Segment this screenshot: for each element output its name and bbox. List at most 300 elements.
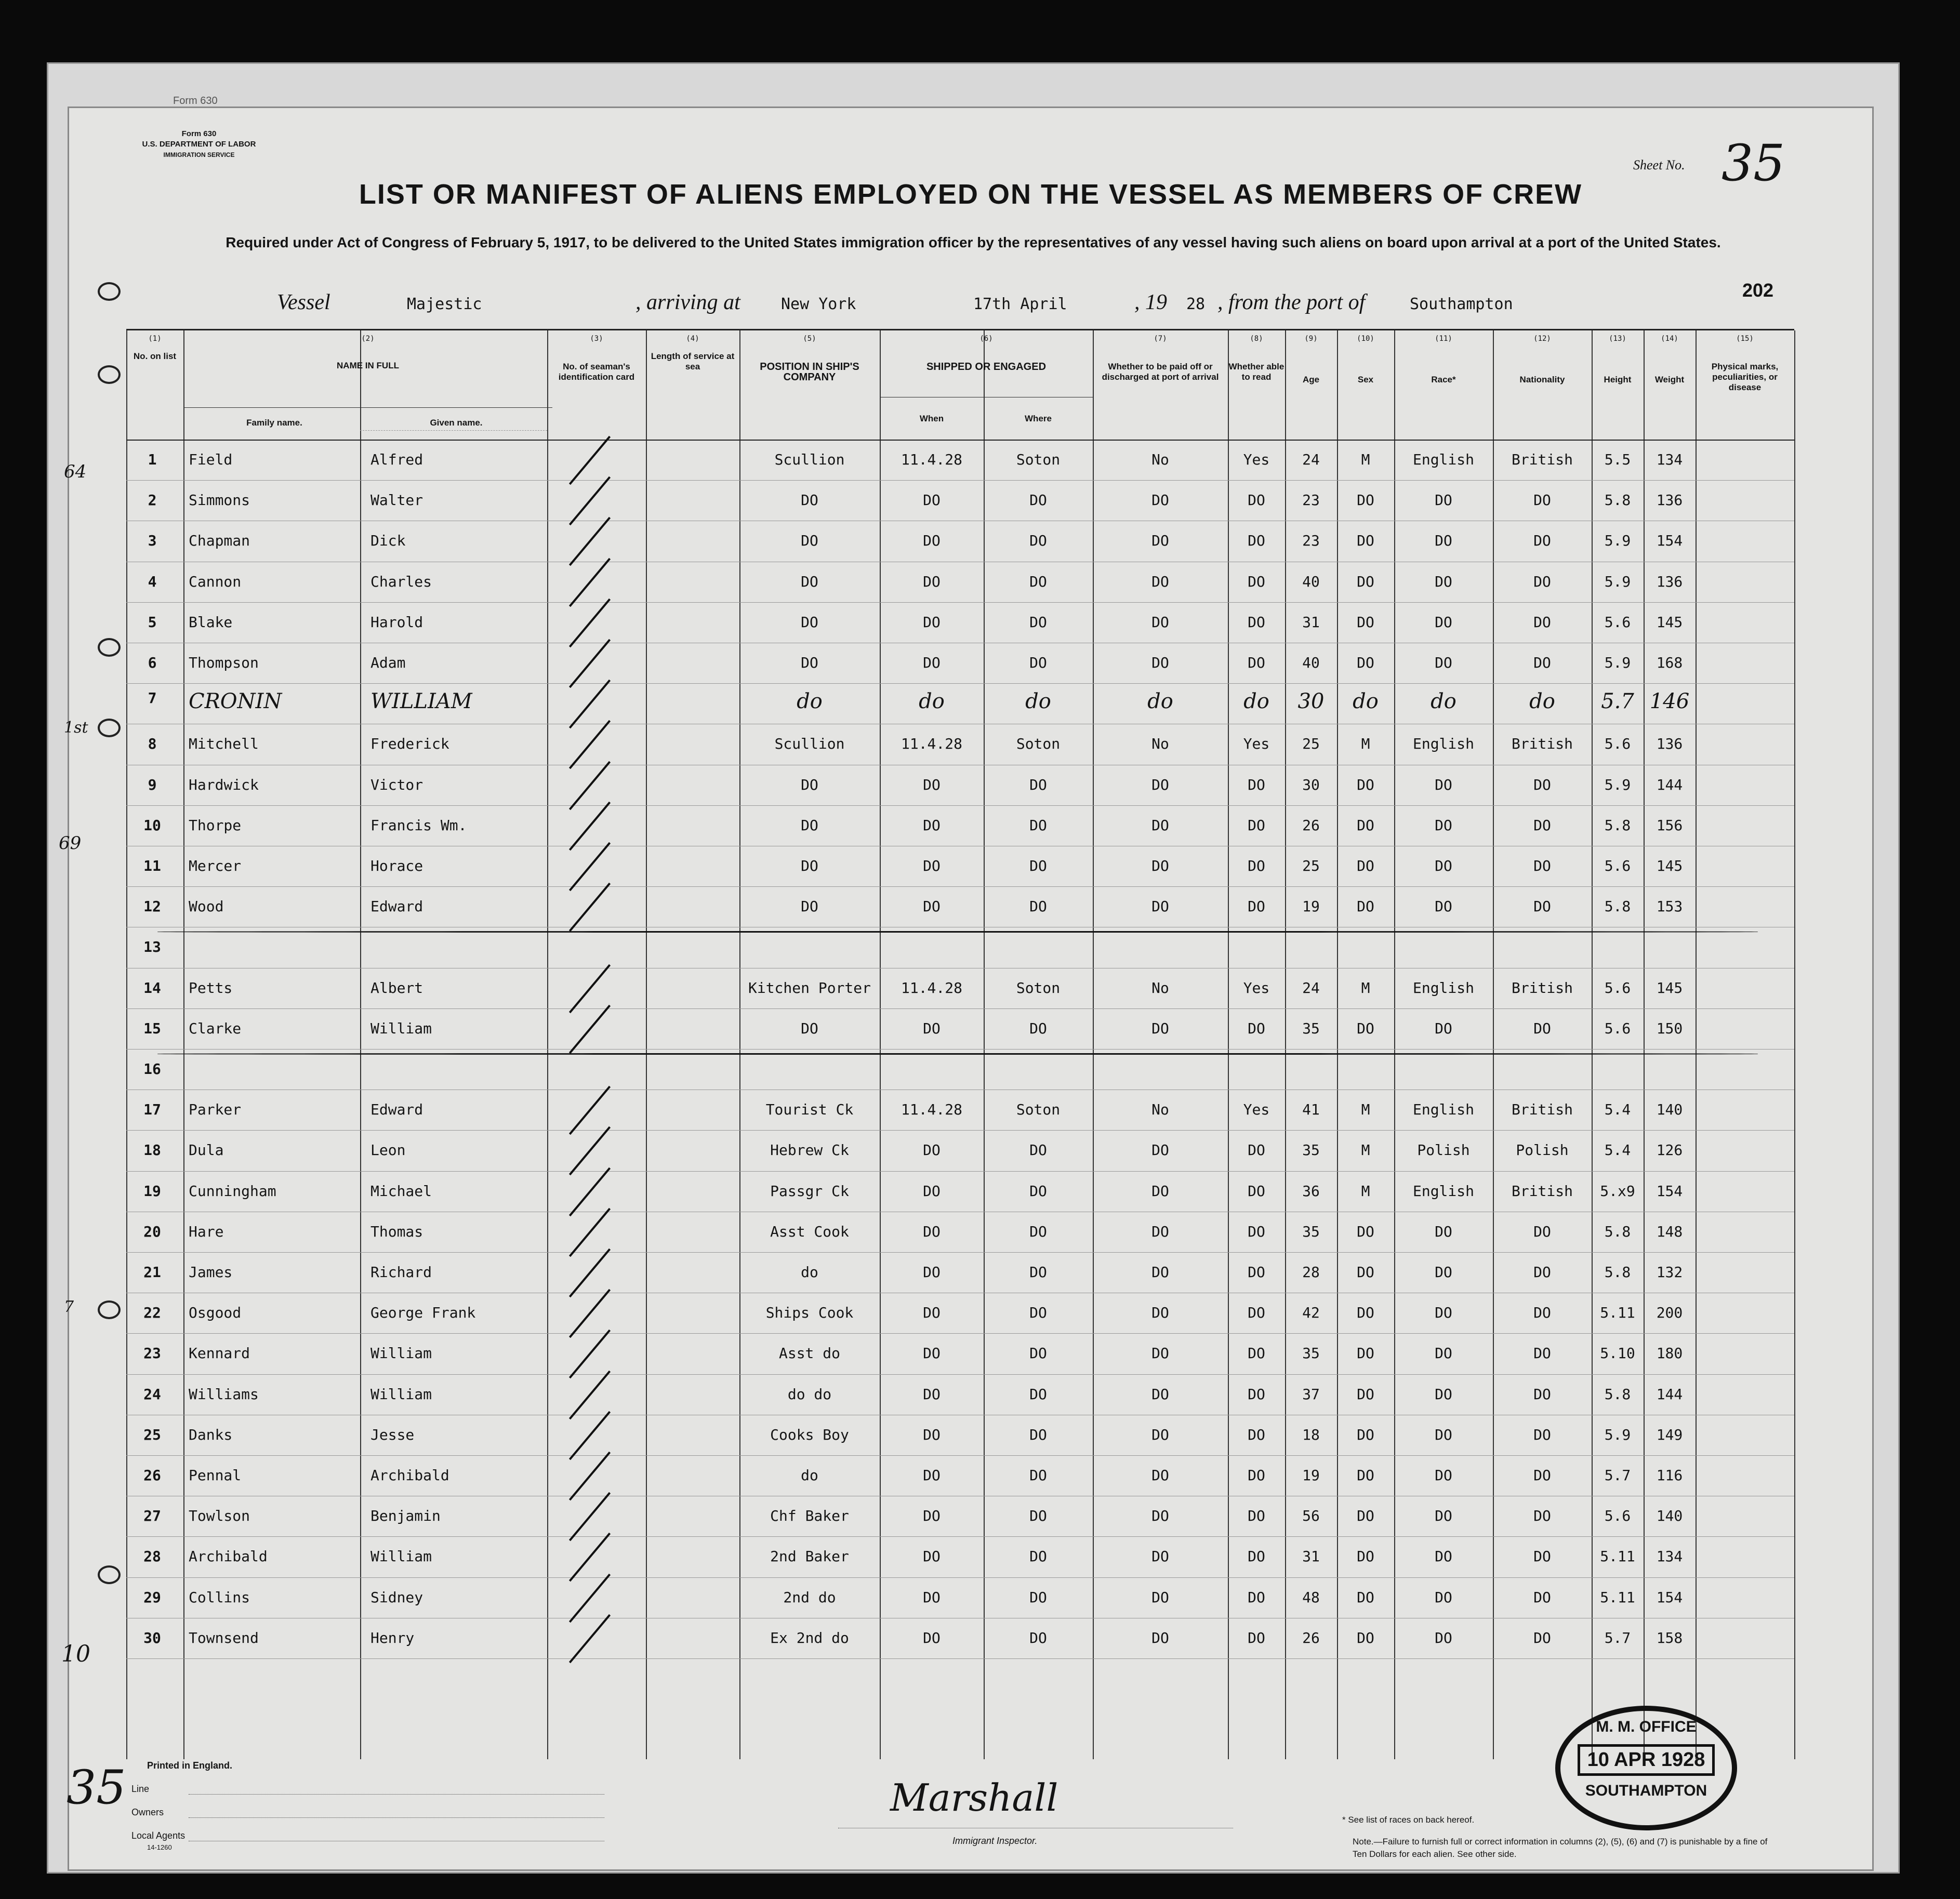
paid-off-cell: DO bbox=[1151, 1467, 1169, 1484]
strike-through-line bbox=[157, 1053, 1758, 1055]
shipped-when-cell: DO bbox=[923, 1588, 941, 1606]
race-cell: DO bbox=[1435, 1345, 1452, 1362]
sex-cell: M bbox=[1361, 1101, 1370, 1119]
height-cell: 5.8 bbox=[1604, 1385, 1631, 1403]
age-cell: 26 bbox=[1302, 816, 1320, 834]
shipped-where-cell: DO bbox=[1029, 898, 1047, 915]
family-name-cell: Towlson bbox=[189, 1507, 250, 1525]
id-card-check-mark bbox=[569, 1086, 611, 1135]
able-to-read-cell: DO bbox=[1248, 1345, 1265, 1362]
position-cell: 2nd do bbox=[783, 1588, 836, 1606]
race-cell: DO bbox=[1435, 1385, 1452, 1403]
paid-off-cell: DO bbox=[1151, 492, 1169, 509]
id-card-check-mark bbox=[569, 1126, 611, 1175]
row-number-cell: 12 bbox=[143, 898, 161, 915]
sex-cell: DO bbox=[1357, 1588, 1374, 1606]
able-to-read-cell: DO bbox=[1248, 1629, 1265, 1646]
nationality-cell: DO bbox=[1533, 1223, 1551, 1240]
punch-hole bbox=[98, 365, 121, 384]
paid-off-cell: DO bbox=[1151, 573, 1169, 590]
strike-through-line bbox=[157, 931, 1758, 933]
able-to-read-cell: DO bbox=[1248, 613, 1265, 631]
weight-cell: 148 bbox=[1656, 1223, 1683, 1240]
punch-hole bbox=[98, 638, 121, 657]
height-cell: 5.6 bbox=[1604, 857, 1631, 874]
table-row bbox=[126, 1415, 1794, 1455]
age-cell: 31 bbox=[1302, 1548, 1320, 1565]
race-cell: DO bbox=[1435, 654, 1452, 671]
weight-cell: 154 bbox=[1656, 1588, 1683, 1606]
shipped-where-cell: DO bbox=[1029, 1548, 1047, 1565]
race-cell: DO bbox=[1435, 1467, 1452, 1484]
table-row bbox=[126, 724, 1794, 764]
shipped-when-cell: DO bbox=[923, 1629, 941, 1646]
family-name-cell: Petts bbox=[189, 979, 233, 997]
position-cell: DO bbox=[801, 613, 818, 631]
family-name-cell: Kennard bbox=[189, 1345, 250, 1362]
paid-off-cell: DO bbox=[1151, 532, 1169, 550]
age-cell: 28 bbox=[1302, 1264, 1320, 1281]
weight-cell: 145 bbox=[1656, 979, 1683, 997]
id-card-check-mark bbox=[569, 1208, 611, 1257]
height-cell: 5.8 bbox=[1604, 1264, 1631, 1281]
nationality-cell: DO bbox=[1533, 1304, 1551, 1322]
agents-label: Local Agents bbox=[131, 1830, 186, 1841]
id-card-check-mark bbox=[569, 964, 611, 1013]
id-card-check-mark bbox=[569, 720, 611, 769]
col-number: (9) bbox=[1304, 335, 1318, 343]
able-to-read-cell: Yes bbox=[1243, 735, 1270, 753]
header-where: Where bbox=[1025, 414, 1052, 423]
position-cell: DO bbox=[801, 816, 818, 834]
manifest-sheet bbox=[59, 107, 1874, 1871]
position-cell: DO bbox=[801, 898, 818, 915]
id-card-check-mark bbox=[569, 802, 611, 851]
position-cell: Asst Cook bbox=[770, 1223, 849, 1240]
able-to-read-cell: DO bbox=[1248, 1019, 1265, 1037]
height-cell: 5.8 bbox=[1604, 816, 1631, 834]
able-to-read-cell: DO bbox=[1248, 1467, 1265, 1484]
id-card-check-mark bbox=[569, 1452, 611, 1500]
height-cell: 5.8 bbox=[1604, 1223, 1631, 1240]
height-cell: 5.5 bbox=[1604, 451, 1631, 468]
header-family-name: Family name. bbox=[246, 418, 302, 428]
position-cell: do bbox=[797, 689, 823, 714]
paid-off-cell: DO bbox=[1151, 1548, 1169, 1565]
shipped-where-cell: DO bbox=[1029, 816, 1047, 834]
family-name-cell: Collins bbox=[189, 1588, 250, 1606]
weight-cell: 145 bbox=[1656, 613, 1683, 631]
given-name-cell: Frederick bbox=[370, 735, 449, 753]
table-row bbox=[126, 1171, 1794, 1212]
shipped-where-cell: Soton bbox=[1016, 451, 1061, 468]
shipped-when-cell: 11.4.28 bbox=[900, 979, 962, 997]
col-number: (7) bbox=[1154, 335, 1167, 343]
weight-cell: 145 bbox=[1656, 857, 1683, 874]
dotted-rule bbox=[189, 1817, 604, 1818]
sex-cell: DO bbox=[1357, 492, 1374, 509]
paid-off-cell: DO bbox=[1151, 1019, 1169, 1037]
shipped-where-cell: DO bbox=[1029, 1467, 1047, 1484]
table-row bbox=[126, 1130, 1794, 1171]
shipped-when-cell: DO bbox=[923, 654, 941, 671]
row-number-cell: 29 bbox=[143, 1588, 161, 1606]
height-cell: 5.7 bbox=[1604, 1629, 1631, 1646]
position-cell: Kitchen Porter bbox=[748, 979, 871, 997]
given-name-cell: Alfred bbox=[370, 451, 423, 468]
paid-off-cell: No bbox=[1151, 1101, 1169, 1119]
col-number: (10) bbox=[1357, 335, 1374, 343]
from-port-label: , from the port of bbox=[1217, 290, 1366, 314]
nationality-cell: DO bbox=[1533, 532, 1551, 550]
family-name-cell: Thorpe bbox=[189, 816, 242, 834]
sex-cell: DO bbox=[1357, 1264, 1374, 1281]
age-cell: 24 bbox=[1302, 451, 1320, 468]
race-cell: DO bbox=[1435, 1019, 1452, 1037]
header-height: Height bbox=[1604, 375, 1632, 384]
sex-cell: DO bbox=[1357, 1467, 1374, 1484]
given-name-cell: Dick bbox=[370, 532, 406, 550]
race-cell: English bbox=[1412, 735, 1474, 753]
shipped-where-cell: DO bbox=[1029, 1304, 1047, 1322]
row-number-cell: 24 bbox=[143, 1385, 161, 1403]
paid-off-cell: DO bbox=[1151, 1588, 1169, 1606]
col-number: (5) bbox=[803, 335, 816, 343]
nationality-cell: British bbox=[1511, 735, 1573, 753]
table-row bbox=[126, 1496, 1794, 1536]
col-number: (11) bbox=[1435, 335, 1452, 343]
row-number-cell: 28 bbox=[143, 1548, 161, 1565]
row-number-cell: 27 bbox=[143, 1507, 161, 1525]
position-cell: do bbox=[801, 1264, 818, 1281]
family-name-cell: Chapman bbox=[189, 532, 250, 550]
table-row bbox=[126, 1333, 1794, 1374]
header-length-service: Length of service at sea bbox=[651, 351, 735, 371]
row-number-cell: 16 bbox=[143, 1060, 161, 1078]
sex-cell: DO bbox=[1357, 1426, 1374, 1443]
height-cell: 5.9 bbox=[1604, 532, 1631, 550]
row-number-cell: 30 bbox=[143, 1629, 161, 1646]
header-no-on-list: No. on list bbox=[133, 351, 177, 361]
row-number-cell: 14 bbox=[143, 979, 161, 997]
header-weight: Weight bbox=[1654, 375, 1685, 384]
shipped-when-cell: DO bbox=[923, 1182, 941, 1200]
shipped-where-cell: DO bbox=[1029, 573, 1047, 590]
shipped-when-cell: DO bbox=[923, 492, 941, 509]
dotted-rule bbox=[189, 1794, 604, 1795]
paid-off-cell: DO bbox=[1151, 816, 1169, 834]
row-number-cell: 23 bbox=[143, 1345, 161, 1362]
id-card-check-mark bbox=[569, 1411, 611, 1460]
margin-note: 69 bbox=[59, 833, 82, 854]
paid-off-cell: DO bbox=[1151, 1304, 1169, 1322]
shipped-when-cell: 11.4.28 bbox=[900, 1101, 962, 1119]
shipped-where-cell: DO bbox=[1029, 1426, 1047, 1443]
paid-off-cell: DO bbox=[1151, 1629, 1169, 1646]
shipped-when-cell: 11.4.28 bbox=[900, 735, 962, 753]
paid-off-cell: DO bbox=[1151, 898, 1169, 915]
line-label: Line bbox=[131, 1784, 150, 1794]
sex-cell: M bbox=[1361, 1141, 1370, 1159]
height-cell: 5.6 bbox=[1604, 1019, 1631, 1037]
id-card-check-mark bbox=[569, 1289, 611, 1338]
paid-off-cell: DO bbox=[1151, 654, 1169, 671]
weight-cell: 146 bbox=[1649, 689, 1690, 714]
weight-cell: 144 bbox=[1656, 776, 1683, 793]
sex-cell: DO bbox=[1357, 1019, 1374, 1037]
family-name-cell: Osgood bbox=[189, 1304, 242, 1322]
position-cell: Passgr Ck bbox=[770, 1182, 849, 1200]
header-given-name: Given name. bbox=[430, 418, 483, 428]
table-row bbox=[126, 886, 1794, 927]
family-name-cell: Hare bbox=[189, 1223, 224, 1240]
nationality-cell: do bbox=[1529, 689, 1555, 714]
family-name-cell: Blake bbox=[189, 613, 233, 631]
col-number: (15) bbox=[1736, 335, 1754, 343]
crew-table bbox=[126, 329, 1794, 1759]
id-card-check-mark bbox=[569, 1492, 611, 1541]
position-cell: DO bbox=[801, 776, 818, 793]
able-to-read-cell: Yes bbox=[1243, 979, 1270, 997]
position-cell: DO bbox=[801, 532, 818, 550]
margin-note: 1st bbox=[64, 719, 88, 737]
able-to-read-cell: DO bbox=[1248, 898, 1265, 915]
given-name-cell: William bbox=[370, 1385, 432, 1403]
family-name-cell: Clarke bbox=[189, 1019, 242, 1037]
age-cell: 37 bbox=[1302, 1385, 1320, 1403]
row-number-cell: 15 bbox=[143, 1019, 161, 1037]
able-to-read-cell: DO bbox=[1248, 776, 1265, 793]
nationality-cell: DO bbox=[1533, 1467, 1551, 1484]
age-cell: 56 bbox=[1302, 1507, 1320, 1525]
row-number-cell: 1 bbox=[148, 451, 157, 468]
sex-cell: DO bbox=[1357, 532, 1374, 550]
table-row bbox=[126, 805, 1794, 846]
header-when: When bbox=[919, 414, 944, 423]
col-number: (4) bbox=[686, 335, 699, 343]
sex-cell: M bbox=[1361, 451, 1370, 468]
weight-cell: 140 bbox=[1656, 1101, 1683, 1119]
document-title: LIST OR MANIFEST OF ALIENS EMPLOYED ON THE VESSEL AS MEMBERS OF CREW bbox=[359, 179, 1583, 210]
able-to-read-cell: DO bbox=[1248, 1182, 1265, 1200]
age-cell: 36 bbox=[1302, 1182, 1320, 1200]
row-number-cell: 17 bbox=[143, 1101, 161, 1119]
shipped-where-cell: do bbox=[1025, 689, 1051, 714]
id-card-check-mark bbox=[569, 1370, 611, 1419]
stamp-office: M. M. OFFICE bbox=[1596, 1718, 1697, 1735]
id-card-check-mark bbox=[569, 517, 611, 566]
age-cell: 48 bbox=[1302, 1588, 1320, 1606]
weight-cell: 168 bbox=[1656, 654, 1683, 671]
shipped-where-cell: DO bbox=[1029, 1345, 1047, 1362]
position-cell: DO bbox=[801, 857, 818, 874]
paid-off-cell: No bbox=[1151, 735, 1169, 753]
position-cell: do do bbox=[787, 1385, 832, 1403]
sex-cell: DO bbox=[1357, 1345, 1374, 1362]
age-cell: 23 bbox=[1302, 532, 1320, 550]
given-name-cell: Thomas bbox=[370, 1223, 423, 1240]
paid-off-cell: DO bbox=[1151, 776, 1169, 793]
col-number: (3) bbox=[590, 335, 603, 343]
shipped-where-cell: DO bbox=[1029, 654, 1047, 671]
race-cell: DO bbox=[1435, 1629, 1452, 1646]
sex-cell: M bbox=[1361, 735, 1370, 753]
sex-cell: DO bbox=[1357, 816, 1374, 834]
position-cell: DO bbox=[801, 654, 818, 671]
race-cell: DO bbox=[1435, 1548, 1452, 1565]
shipped-when-cell: DO bbox=[923, 1141, 941, 1159]
height-cell: 5.4 bbox=[1604, 1101, 1631, 1119]
nationality-cell: DO bbox=[1533, 492, 1551, 509]
age-cell: 25 bbox=[1302, 857, 1320, 874]
age-cell: 41 bbox=[1302, 1101, 1320, 1119]
height-cell: 5.11 bbox=[1600, 1588, 1635, 1606]
shipped-when-cell: DO bbox=[923, 532, 941, 550]
weight-cell: 154 bbox=[1656, 532, 1683, 550]
row-number-cell: 4 bbox=[148, 573, 157, 590]
sex-cell: DO bbox=[1357, 1223, 1374, 1240]
paid-off-cell: DO bbox=[1151, 1345, 1169, 1362]
weight-cell: 136 bbox=[1656, 492, 1683, 509]
race-cell: English bbox=[1412, 1101, 1474, 1119]
stamp-date: 10 APR 1928 bbox=[1578, 1744, 1715, 1776]
given-name-cell: Horace bbox=[370, 857, 423, 874]
position-cell: do bbox=[801, 1467, 818, 1484]
shipped-when-cell: DO bbox=[923, 1264, 941, 1281]
shipped-where-cell: DO bbox=[1029, 857, 1047, 874]
given-name-cell: Henry bbox=[370, 1629, 415, 1646]
id-card-check-mark bbox=[569, 557, 611, 606]
able-to-read-cell: DO bbox=[1248, 1385, 1265, 1403]
weight-cell: 150 bbox=[1656, 1019, 1683, 1037]
able-to-read-cell: DO bbox=[1248, 816, 1265, 834]
row-number-cell: 11 bbox=[143, 857, 161, 874]
race-cell: DO bbox=[1435, 1223, 1452, 1240]
race-cell: DO bbox=[1435, 776, 1452, 793]
sex-cell: DO bbox=[1357, 613, 1374, 631]
table-row bbox=[126, 1618, 1794, 1658]
given-name-cell: Adam bbox=[370, 654, 406, 671]
family-name-cell: Dula bbox=[189, 1141, 224, 1159]
shipped-when-cell: DO bbox=[923, 1019, 941, 1037]
age-cell: 30 bbox=[1302, 776, 1320, 793]
given-name-cell: Francis Wm. bbox=[370, 816, 467, 834]
shipped-when-cell: DO bbox=[923, 1385, 941, 1403]
race-cell: DO bbox=[1435, 1426, 1452, 1443]
height-cell: 5.11 bbox=[1600, 1304, 1635, 1322]
year-label: , 19 bbox=[1134, 290, 1167, 314]
family-name-cell: Simmons bbox=[189, 492, 250, 509]
table-row bbox=[126, 1536, 1794, 1577]
race-cell: English bbox=[1412, 1182, 1474, 1200]
shipped-when-cell: DO bbox=[923, 898, 941, 915]
arrival-year: 28 bbox=[1186, 295, 1206, 313]
position-cell: Tourist Ck bbox=[765, 1101, 854, 1119]
shipped-when-cell: DO bbox=[923, 1304, 941, 1322]
row-number-cell: 6 bbox=[148, 654, 157, 671]
position-cell: Cooks Boy bbox=[770, 1426, 849, 1443]
inspector-label: Immigrant Inspector. bbox=[952, 1836, 1038, 1846]
weight-cell: 140 bbox=[1656, 1507, 1683, 1525]
height-cell: 5.8 bbox=[1604, 898, 1631, 915]
height-cell: 5.9 bbox=[1604, 573, 1631, 590]
able-to-read-cell: DO bbox=[1248, 492, 1265, 509]
nationality-cell: British bbox=[1511, 1101, 1573, 1119]
race-cell: DO bbox=[1435, 1507, 1452, 1525]
header-sex: Sex bbox=[1357, 375, 1374, 384]
office-stamp bbox=[1555, 1706, 1737, 1830]
given-name-cell: Archibald bbox=[370, 1467, 449, 1484]
paid-off-cell: DO bbox=[1151, 1141, 1169, 1159]
page-reference: 202 bbox=[1742, 280, 1774, 301]
col-number: (6) bbox=[979, 335, 993, 343]
able-to-read-cell: DO bbox=[1248, 1426, 1265, 1443]
sex-cell: DO bbox=[1357, 1385, 1374, 1403]
id-card-check-mark bbox=[569, 1167, 611, 1216]
sex-cell: DO bbox=[1357, 1507, 1374, 1525]
row-number-cell: 19 bbox=[143, 1182, 161, 1200]
shipped-when-cell: DO bbox=[923, 776, 941, 793]
paid-off-cell: DO bbox=[1151, 857, 1169, 874]
race-cell: DO bbox=[1435, 492, 1452, 509]
race-cell: DO bbox=[1435, 1588, 1452, 1606]
shipped-when-cell: DO bbox=[923, 1426, 941, 1443]
table-row bbox=[126, 1293, 1794, 1333]
document-subtitle: Required under Act of Congress of February 5, 1917, to be delivered to the United States immigration officer by the representatives of any vessel having such aliens on board upon arrival at a port of the United States. bbox=[226, 234, 1721, 250]
age-cell: 23 bbox=[1302, 492, 1320, 509]
given-name-cell: William bbox=[370, 1019, 432, 1037]
id-card-check-mark bbox=[569, 680, 611, 728]
given-name-cell: William bbox=[370, 1345, 432, 1362]
form-code: 14-1260 bbox=[147, 1843, 172, 1851]
shipped-where-cell: DO bbox=[1029, 1629, 1047, 1646]
shipped-where-cell: Soton bbox=[1016, 979, 1061, 997]
age-cell: 35 bbox=[1302, 1019, 1320, 1037]
nationality-cell: DO bbox=[1533, 1548, 1551, 1565]
form-header-block bbox=[105, 129, 293, 160]
weight-cell: 153 bbox=[1656, 898, 1683, 915]
row-number-cell: 13 bbox=[143, 938, 161, 956]
sex-cell: DO bbox=[1357, 573, 1374, 590]
weight-cell: 154 bbox=[1656, 1182, 1683, 1200]
subheader-rule bbox=[183, 407, 552, 408]
able-to-read-cell: DO bbox=[1248, 1141, 1265, 1159]
arrival-date: 17th April bbox=[973, 295, 1067, 313]
given-name-cell: Leon bbox=[370, 1141, 406, 1159]
shipped-when-cell: DO bbox=[923, 1507, 941, 1525]
weight-cell: 149 bbox=[1656, 1426, 1683, 1443]
penalty-note: Note.—Failure to furnish full or correct information in columns (2), (5), (6) and (7) is punishable by a fine of Ten Dollars for each alien. See other side. bbox=[1353, 1837, 1768, 1859]
shipped-where-cell: DO bbox=[1029, 613, 1047, 631]
sex-cell: DO bbox=[1357, 1548, 1374, 1565]
race-cell: English bbox=[1412, 451, 1474, 468]
nationality-cell: DO bbox=[1533, 1385, 1551, 1403]
family-name-cell: Hardwick bbox=[189, 776, 259, 793]
owners-label: Owners bbox=[131, 1807, 164, 1817]
sex-cell: DO bbox=[1357, 1304, 1374, 1322]
race-cell: Polish bbox=[1417, 1141, 1470, 1159]
race-note: * See list of races on back hereof. bbox=[1342, 1815, 1475, 1825]
age-cell: 40 bbox=[1302, 654, 1320, 671]
able-to-read-cell: DO bbox=[1248, 573, 1265, 590]
table-row bbox=[126, 765, 1794, 805]
row-number-cell: 8 bbox=[148, 735, 157, 753]
able-to-read-cell: DO bbox=[1248, 1548, 1265, 1565]
given-name-cell: Edward bbox=[370, 898, 423, 915]
position-cell: Hebrew Ck bbox=[770, 1141, 849, 1159]
height-cell: 5.6 bbox=[1604, 1507, 1631, 1525]
race-cell: DO bbox=[1435, 573, 1452, 590]
